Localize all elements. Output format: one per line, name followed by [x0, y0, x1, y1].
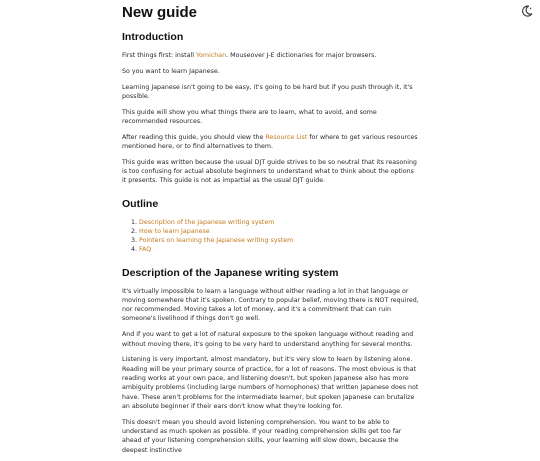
outline-list — [122, 218, 420, 255]
outline-link-writing-system[interactable]: Description of the Japanese writing system — [139, 218, 275, 226]
page-title: New guide — [122, 4, 198, 21]
outline-heading: Outline — [122, 197, 159, 210]
introduction-heading: Introduction — [122, 31, 184, 43]
description-paragraph-3: Listening is very important, almost mandatory, but it's very slow to learn by listening alone. Reading will be your primary source of practice, for a lot of reasons. The most obvious is that reading works at your own pace, and listening doesn't, but spoken Japanese also has more ambiguity problems (including large numbers of homophones) that written Japanese does not have. These aren't problems for the intermediate learner, but spoken Japanese can brutalize an absolute beginner if their ears don't know what they're looking for. — [122, 356, 419, 410]
intro-paragraph-2: So you want to learn Japanese. — [122, 67, 220, 75]
theme-toggle-button[interactable] — [520, 3, 534, 17]
outline-link-pointers[interactable]: Pointers on learning the Japanese writing system — [139, 237, 294, 245]
description-paragraph-2: And if you want to get a lot of natural exposure to the spoken language without reading and without moving there, it's going to be very hard to understand anything for several months. — [122, 331, 414, 348]
outline-list-item — [139, 236, 420, 245]
intro-paragraph-1 — [122, 51, 420, 60]
yomichan-link[interactable]: Yomichan — [196, 52, 227, 59]
intro-paragraph-3: Learning Japanese isn't going to be easy, it's going to be hard but if you push through it, it's possible. — [122, 83, 413, 100]
description-paragraph-1: It's virtually impossible to learn a language without either reading a lot in that language or moving somewhere that it's spoken. Contrary to popular belief, moving there is NOT required, nor recommended. Moving takes a lot of money, and it's a commitment that can ruin someone's livelihood if things don't go well. — [122, 287, 419, 323]
moon-icon — [520, 4, 534, 18]
article — [122, 4, 420, 461]
outline-link-how-to-learn[interactable]: How to learn Japanese — [139, 227, 210, 235]
description-paragraph-4: This doesn't mean you should avoid listening comprehension. You want to be able to understand as much spoken as possible. If your reading comprehension skills get too far ahead of your listening comprehension skills, your learning will slow down, because the deepest instinctive — [122, 418, 402, 454]
intro-p1-text-before: First things first: install — [122, 52, 197, 59]
intro-paragraph-4: This guide will show you what things there are to learn, what to avoid, and some recommended resources. — [122, 108, 377, 125]
outline-list-item — [139, 218, 420, 227]
intro-p5-text-before: After reading this guide, you should view the — [122, 133, 266, 141]
resource-list-link[interactable]: Resource List — [265, 133, 308, 141]
outline-link-faq[interactable]: FAQ — [139, 246, 152, 254]
outline-list-item — [139, 227, 420, 236]
intro-p1-text-after: . Mouseover J-E dictionaries for major browsers. — [226, 52, 377, 59]
outline-list-item — [139, 245, 420, 254]
intro-p5-text-after: for where to get various resources mentioned here, or to find alternatives to them. — [122, 133, 418, 151]
intro-paragraph-6: This guide was written because the usual DJT guide strives to be so neutral that its reasoning is too confusing for actual absolute beginners to understand what to think about the options it presents. This guide is not as impartial as the usual DJT guide. — [122, 158, 417, 185]
intro-paragraph-5 — [122, 133, 420, 152]
description-heading: Description of the Japanese writing system — [122, 266, 339, 279]
